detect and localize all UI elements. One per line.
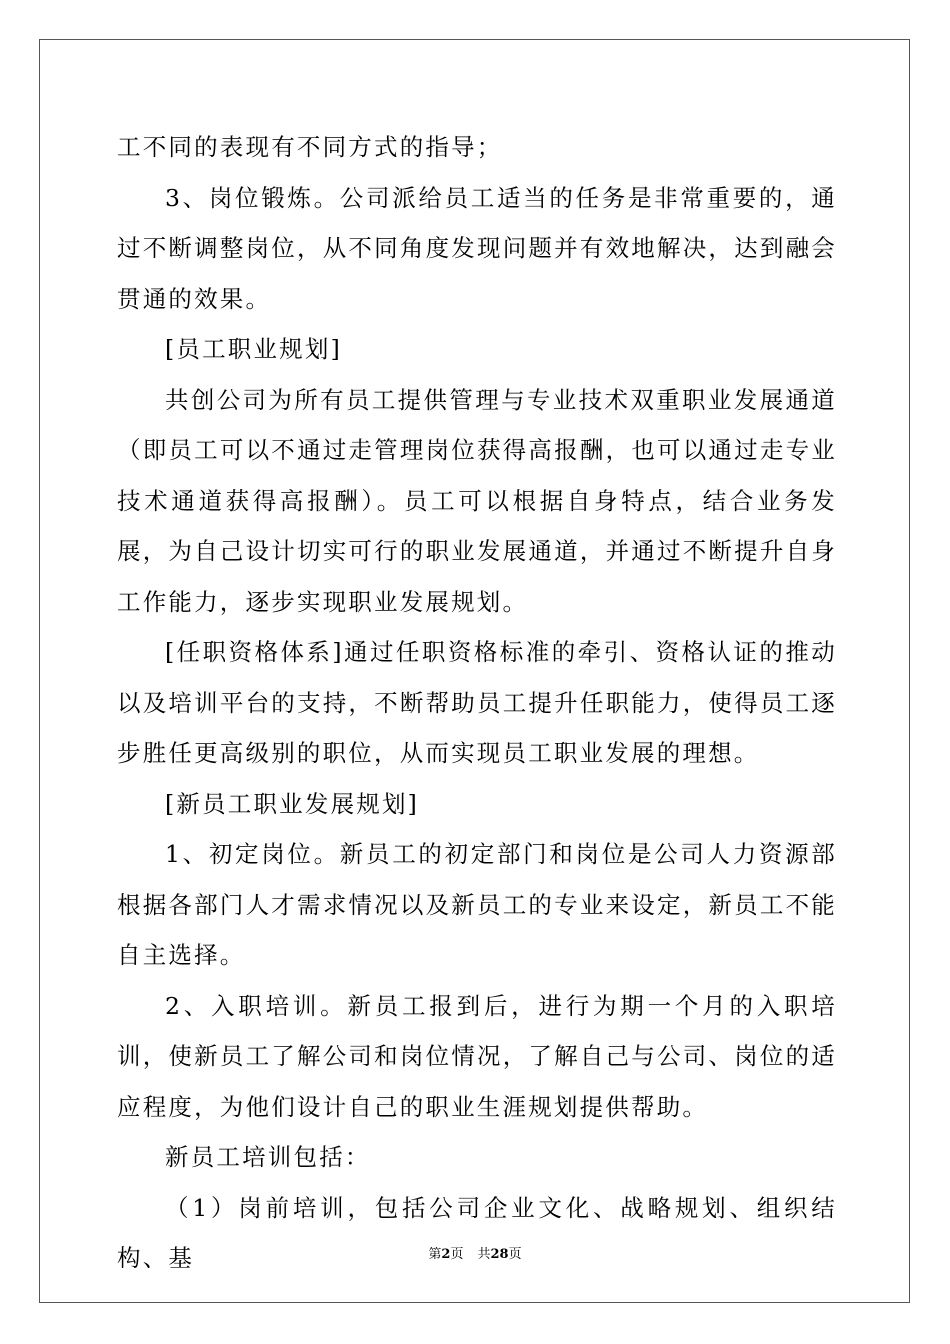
paragraph-1: 工不同的表现有不同方式的指导；: [117, 133, 503, 161]
paragraph-4: 共创公司为所有员工提供管理与专业技术双重职业发展通道（即员工可以不通过走管理岗位获得高报酬，也可以通过走专业技术通道获得高报酬）。员工可以根据自身特点，结合业务发展，为自己设计切实可行的职业发展通道，并通过不断提升自身工作能力，逐步实现职业发展规划。: [117, 385, 837, 616]
document-body: [117, 122, 837, 1284]
paragraph-7: 1、初定岗位。新员工的初定部门和岗位是公司人力资源部根据各部门人才需求情况以及新员工的专业来设定，新员工不能自主选择。: [117, 840, 837, 969]
paragraph-10: （1）岗前培训，包括公司企业文化、战略规划、组织结构、基: [117, 1193, 837, 1272]
paragraph-2: 3、岗位锻炼。公司派给员工适当的任务是非常重要的，通过不断调整岗位，从不同角度发现问题并有效地解决，达到融会贯通的效果。: [117, 183, 837, 313]
section-heading-career-planning: [员工职业规划]: [165, 335, 342, 363]
footer-prefix: 第: [428, 1247, 442, 1262]
paragraph-8: 2、入职培训。新员工报到后，进行为期一个月的入职培训，使新员工了解公司和岗位情况，了解自己与公司、岗位的适应程度，为他们设计自己的职业生涯规划提供帮助。: [117, 991, 837, 1121]
paragraph-9: 新员工培训包括：: [165, 1143, 371, 1171]
footer-page-number: 2: [441, 1247, 451, 1262]
paragraph-5: [任职资格体系]通过任职资格标准的牵引、资格认证的推动以及培训平台的支持，不断帮助员工提升任职能力，使得员工逐步胜任更高级别的职位，从而实现员工职业发展的理想。: [117, 638, 837, 767]
footer-total-suffix: 页: [508, 1247, 522, 1262]
footer-total-pages: 28: [490, 1247, 509, 1262]
footer-page-suffix: 页: [450, 1247, 464, 1262]
footer-total-prefix: 共: [477, 1247, 491, 1262]
page-footer: [0, 1246, 950, 1264]
section-heading-new-employee: [新员工职业发展规划]: [165, 789, 420, 818]
